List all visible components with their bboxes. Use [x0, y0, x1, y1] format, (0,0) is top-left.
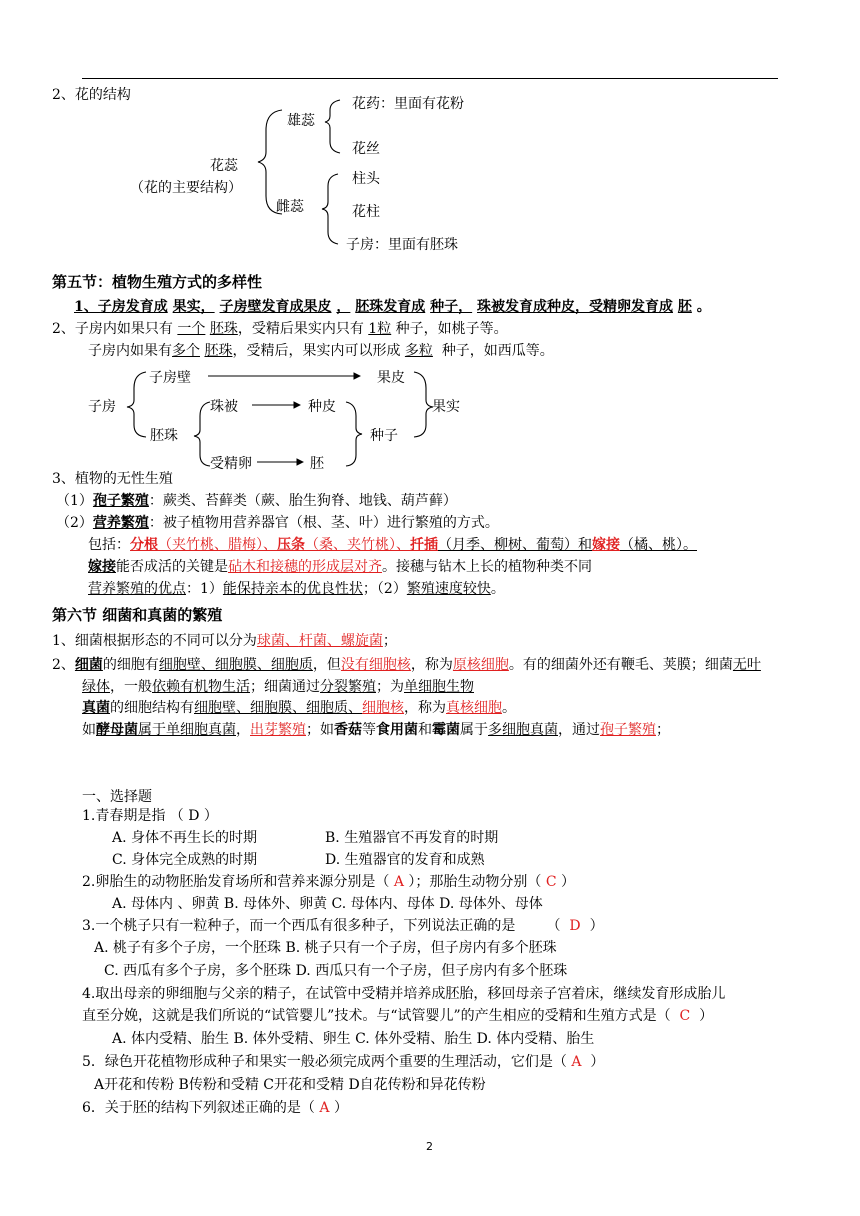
- top-rule: [82, 78, 778, 79]
- text: ）: [333, 1100, 348, 1116]
- blank: 胚珠: [204, 343, 233, 359]
- answer: A: [319, 1100, 330, 1116]
- text: 。: [490, 581, 505, 597]
- blank: 一个: [177, 321, 206, 337]
- q3-options-1: A. 桃子有多个子房，一个胚珠 B. 桃子只有一个子房，但子房内有多个胚珠: [94, 940, 557, 956]
- text: 和: [418, 722, 432, 738]
- q1-option-b: B. 生殖器官不再发育的时期: [325, 830, 499, 846]
- diagram-ovary-wall: 子房壁: [149, 370, 191, 386]
- text: 属于: [460, 722, 488, 738]
- text: 2、子房内如果只有: [52, 321, 173, 337]
- text: 压条: [277, 537, 305, 553]
- text: 种子，如西瓜等。: [441, 343, 554, 359]
- text: 嫁接: [88, 559, 116, 575]
- text: ）；那胎生动物分别（: [408, 874, 542, 890]
- text: 1、细菌根据形态的不同可以分为: [52, 633, 257, 649]
- text: 种子: [430, 299, 459, 315]
- text: 。: [696, 299, 711, 315]
- section6-title: 第六节 细菌和真菌的繁殖: [52, 606, 223, 624]
- q6: [82, 1099, 348, 1117]
- text: 繁殖速度较快: [406, 581, 491, 597]
- text: 霉菌: [432, 722, 460, 738]
- text: 包括：: [88, 537, 130, 553]
- pistil-label: 雌蕊: [276, 199, 304, 215]
- brace-ovary: [127, 372, 146, 437]
- text: 、: [263, 537, 277, 553]
- text: 、: [284, 633, 299, 649]
- answer: A: [571, 1054, 582, 1070]
- q2: [82, 873, 575, 891]
- pistil-main-note: （花的主要结构）: [130, 180, 242, 196]
- text: ；细菌通过: [250, 679, 320, 695]
- s5-line1: [74, 298, 711, 316]
- text: 食用菌: [376, 722, 418, 738]
- text: 螺旋菌: [340, 633, 383, 649]
- text: 无叶: [732, 657, 761, 673]
- text: 分根: [130, 537, 158, 553]
- answer: A: [393, 874, 404, 890]
- text: ：被子植物用营养器官（根、茎、叶）进行繁殖的方式。: [148, 515, 499, 531]
- brace-fruit: [414, 372, 433, 437]
- q1-option-d: D. 生殖器官的发育和成熟: [325, 852, 485, 868]
- pistil-main-label: 花蕊: [210, 158, 238, 174]
- text: 种子，如桃子等。: [395, 321, 508, 337]
- brace-seed: [346, 402, 362, 466]
- text: 细胞壁、细胞膜、细胞质: [158, 657, 313, 673]
- diagram-zygote: 受精卵: [210, 456, 252, 472]
- text: ）: [561, 874, 576, 890]
- text: 细菌: [74, 657, 103, 673]
- text: 能否成活的关键是: [116, 559, 228, 575]
- s6-line5: [82, 721, 670, 739]
- text: 绿体: [82, 679, 110, 695]
- text: 真核细胞: [446, 700, 502, 716]
- text: 多细胞真菌: [488, 722, 558, 738]
- text: ：蕨类、苔藓类（蕨、胎生狗脊、地钱、葫芦藓）: [148, 493, 457, 509]
- q4-line2: [82, 1007, 713, 1025]
- text: （桑、夹竹桃）: [305, 537, 396, 553]
- stigma-label: 柱头: [352, 171, 380, 187]
- brace-pistil: [322, 174, 338, 244]
- text: 。有的细菌外还有鞭毛、荚膜；细菌: [508, 657, 733, 673]
- text: 真菌: [82, 700, 110, 716]
- text: 细胞核: [362, 700, 404, 716]
- s5-line6: [56, 514, 499, 532]
- text: 酵母菌: [96, 722, 138, 738]
- anther-label: 花药：里面有花粉: [352, 96, 464, 112]
- text: 嫁接: [592, 537, 620, 553]
- diagram-ovule: 胚珠: [150, 428, 178, 444]
- text: 孢子繁殖: [600, 722, 656, 738]
- text: 营养繁殖: [92, 515, 149, 531]
- text: ，: [336, 299, 351, 315]
- flower-heading: 2、花的结构: [52, 87, 131, 103]
- s5-line9: [88, 580, 505, 598]
- text: 等: [362, 722, 376, 738]
- diagram-fruit: 果实: [432, 399, 460, 415]
- blank: 多粒: [404, 343, 433, 359]
- s5-line3: [88, 342, 554, 360]
- text: 的细胞结构有: [110, 700, 194, 716]
- s5-line8: [88, 558, 592, 576]
- text: 直至分娩，这就是我们所说的“试管婴儿”技术。与“试管婴儿”的产生相应的受精和生殖方式是（: [82, 1008, 671, 1024]
- text: 和: [578, 537, 592, 553]
- text: ，称为: [410, 657, 453, 673]
- text: 1、子房发育成: [74, 299, 168, 315]
- s5-line4: 3、植物的无性生殖: [52, 471, 173, 487]
- diagram-seed-coat: 种皮: [308, 399, 336, 415]
- text: 没有细胞核: [340, 657, 411, 673]
- text: 、: [326, 633, 341, 649]
- quiz-heading: 一、选择题: [82, 789, 152, 805]
- answer: C: [545, 874, 557, 890]
- text: （月季、柳树、葡萄）: [438, 537, 578, 553]
- text: ，一般: [110, 679, 152, 695]
- text: ，: [236, 722, 250, 738]
- q1-option-c: C. 身体完全成熟的时期: [112, 852, 258, 868]
- text: 子房内如果有: [88, 343, 172, 359]
- text: 单细胞生物: [404, 679, 474, 695]
- text: 珠被发育成种皮，受精卵发育成: [477, 299, 673, 315]
- text: 。: [683, 537, 697, 553]
- text: （1）: [56, 493, 93, 509]
- q4-line1: 4.取出母亲的卵细胞与父亲的精子，在试管中受精并培养成胚胎，移回母亲子宫着床，继续发育形成胎儿: [82, 986, 726, 1002]
- text: ：1）: [186, 581, 223, 597]
- section5-title: 第五节：植物生殖方式的多样性: [52, 273, 263, 291]
- s5-line2: [52, 320, 508, 338]
- text: 的细胞有: [102, 657, 159, 673]
- text: 胚珠发育成: [355, 299, 426, 315]
- text: 2.卵胎生的动物胚胎发育场所和营养来源分别是（: [82, 874, 390, 890]
- text: ）: [589, 918, 604, 934]
- q3-options-2: C. 西瓜有多个子房，多个胚珠 D. 西瓜只有一个子房，但子房内有多个胚珠: [104, 963, 568, 979]
- text: ；: [382, 633, 397, 649]
- page-number: 2: [426, 1140, 433, 1153]
- text: 原核细胞: [452, 657, 509, 673]
- text: 能保持亲本的优良性状: [222, 581, 363, 597]
- text: 营养繁殖的优点: [88, 581, 186, 597]
- diagram-ovary: 子房: [88, 399, 116, 415]
- text: ；: [656, 722, 670, 738]
- s5-line5: [56, 492, 457, 510]
- q1-option-a: A. 身体不再生长的时期: [112, 830, 258, 846]
- ovary-label: 子房：里面有胚珠: [346, 237, 458, 253]
- text: ，通过: [558, 722, 600, 738]
- text: 、: [396, 537, 410, 553]
- s5-line7: [88, 536, 697, 554]
- text: 子房壁发育成果皮: [219, 299, 332, 315]
- diagram-seed: 种子: [370, 428, 398, 444]
- s6-line4: [82, 699, 516, 717]
- diagram-integument: 珠被: [210, 399, 238, 415]
- s6-line1: [52, 632, 397, 650]
- text: （橘、桃）: [620, 537, 683, 553]
- diagram-embryo: 胚: [310, 456, 324, 472]
- text: 5．绿色开花植物形成种子和果实一般必须完成两个重要的生理活动，它们是（: [82, 1054, 567, 1070]
- text: 6．关于胚的结构下列叙述正确的是（: [82, 1100, 315, 1116]
- text: ）: [590, 1054, 605, 1070]
- q3: [82, 917, 604, 935]
- filament-label: 花丝: [352, 141, 380, 157]
- text: 扦插: [410, 537, 438, 553]
- s6-line2: [52, 656, 761, 674]
- text: 出芽繁殖: [250, 722, 306, 738]
- text: 2、: [52, 657, 75, 673]
- text: 。接穗与钻木上长的植物种类不同: [382, 559, 592, 575]
- text: 球菌: [256, 633, 285, 649]
- text: 孢子繁殖: [92, 493, 149, 509]
- q2-options: A. 母体内 、卵黄 B. 母体外、卵黄 C. 母体内、母体 D. 母体外、母体: [112, 896, 543, 912]
- text: （: [546, 918, 561, 934]
- q5: [82, 1053, 604, 1071]
- text: ，但: [312, 657, 341, 673]
- text: ，受精后，果实内可以形成: [232, 343, 401, 359]
- text: 依赖有机物生活: [152, 679, 250, 695]
- q5-options: A开花和传粉 B传粉和受精 C开花和受精 D自花传粉和异花传粉: [94, 1077, 486, 1093]
- brace-stamen: [325, 100, 340, 153]
- text: 。: [502, 700, 516, 716]
- s6-line3: [82, 678, 474, 696]
- blank: 多个: [172, 343, 200, 359]
- text: ，受精后果实内只有: [237, 321, 364, 337]
- text: 属于单细胞真菌: [138, 722, 236, 738]
- text: （夹竹桃、腊梅）: [158, 537, 263, 553]
- text: ；如: [306, 722, 334, 738]
- text: ，: [200, 299, 215, 315]
- text: 3.一个桃子只有一粒种子，而一个西瓜有很多种子，下列说法正确的是: [82, 918, 516, 934]
- text: 砧木和接穗的形成层对齐: [228, 559, 382, 575]
- text: 细胞壁、细胞膜、细胞质、: [194, 700, 362, 716]
- blank: 1粒: [368, 321, 392, 337]
- stamen-label: 雄蕊: [287, 113, 315, 129]
- text: ；（2）: [362, 581, 407, 597]
- text: 香菇: [334, 722, 362, 738]
- answer: D: [569, 918, 581, 934]
- brace-ovule: [194, 402, 210, 466]
- q1: 1.青春期是指 （ D ）: [82, 808, 218, 824]
- text: 果实: [172, 299, 201, 315]
- text: 胚: [677, 299, 692, 315]
- text: （2）: [56, 515, 93, 531]
- text: ，: [458, 299, 473, 315]
- diagram-pericarp: 果皮: [377, 370, 405, 386]
- text: 如: [82, 722, 96, 738]
- q4-options: A. 体内受精、胎生 B. 体外受精、卵生 C. 体外受精、胎生 D. 体内受精、胎生: [112, 1031, 595, 1047]
- style-label: 花柱: [352, 204, 380, 220]
- text: ）: [699, 1008, 714, 1024]
- answer: C: [679, 1008, 691, 1024]
- text: 分裂繁殖: [320, 679, 376, 695]
- blank: 胚珠: [209, 321, 238, 337]
- text: ；为: [376, 679, 404, 695]
- text: 杆菌: [298, 633, 327, 649]
- text: ，称为: [404, 700, 446, 716]
